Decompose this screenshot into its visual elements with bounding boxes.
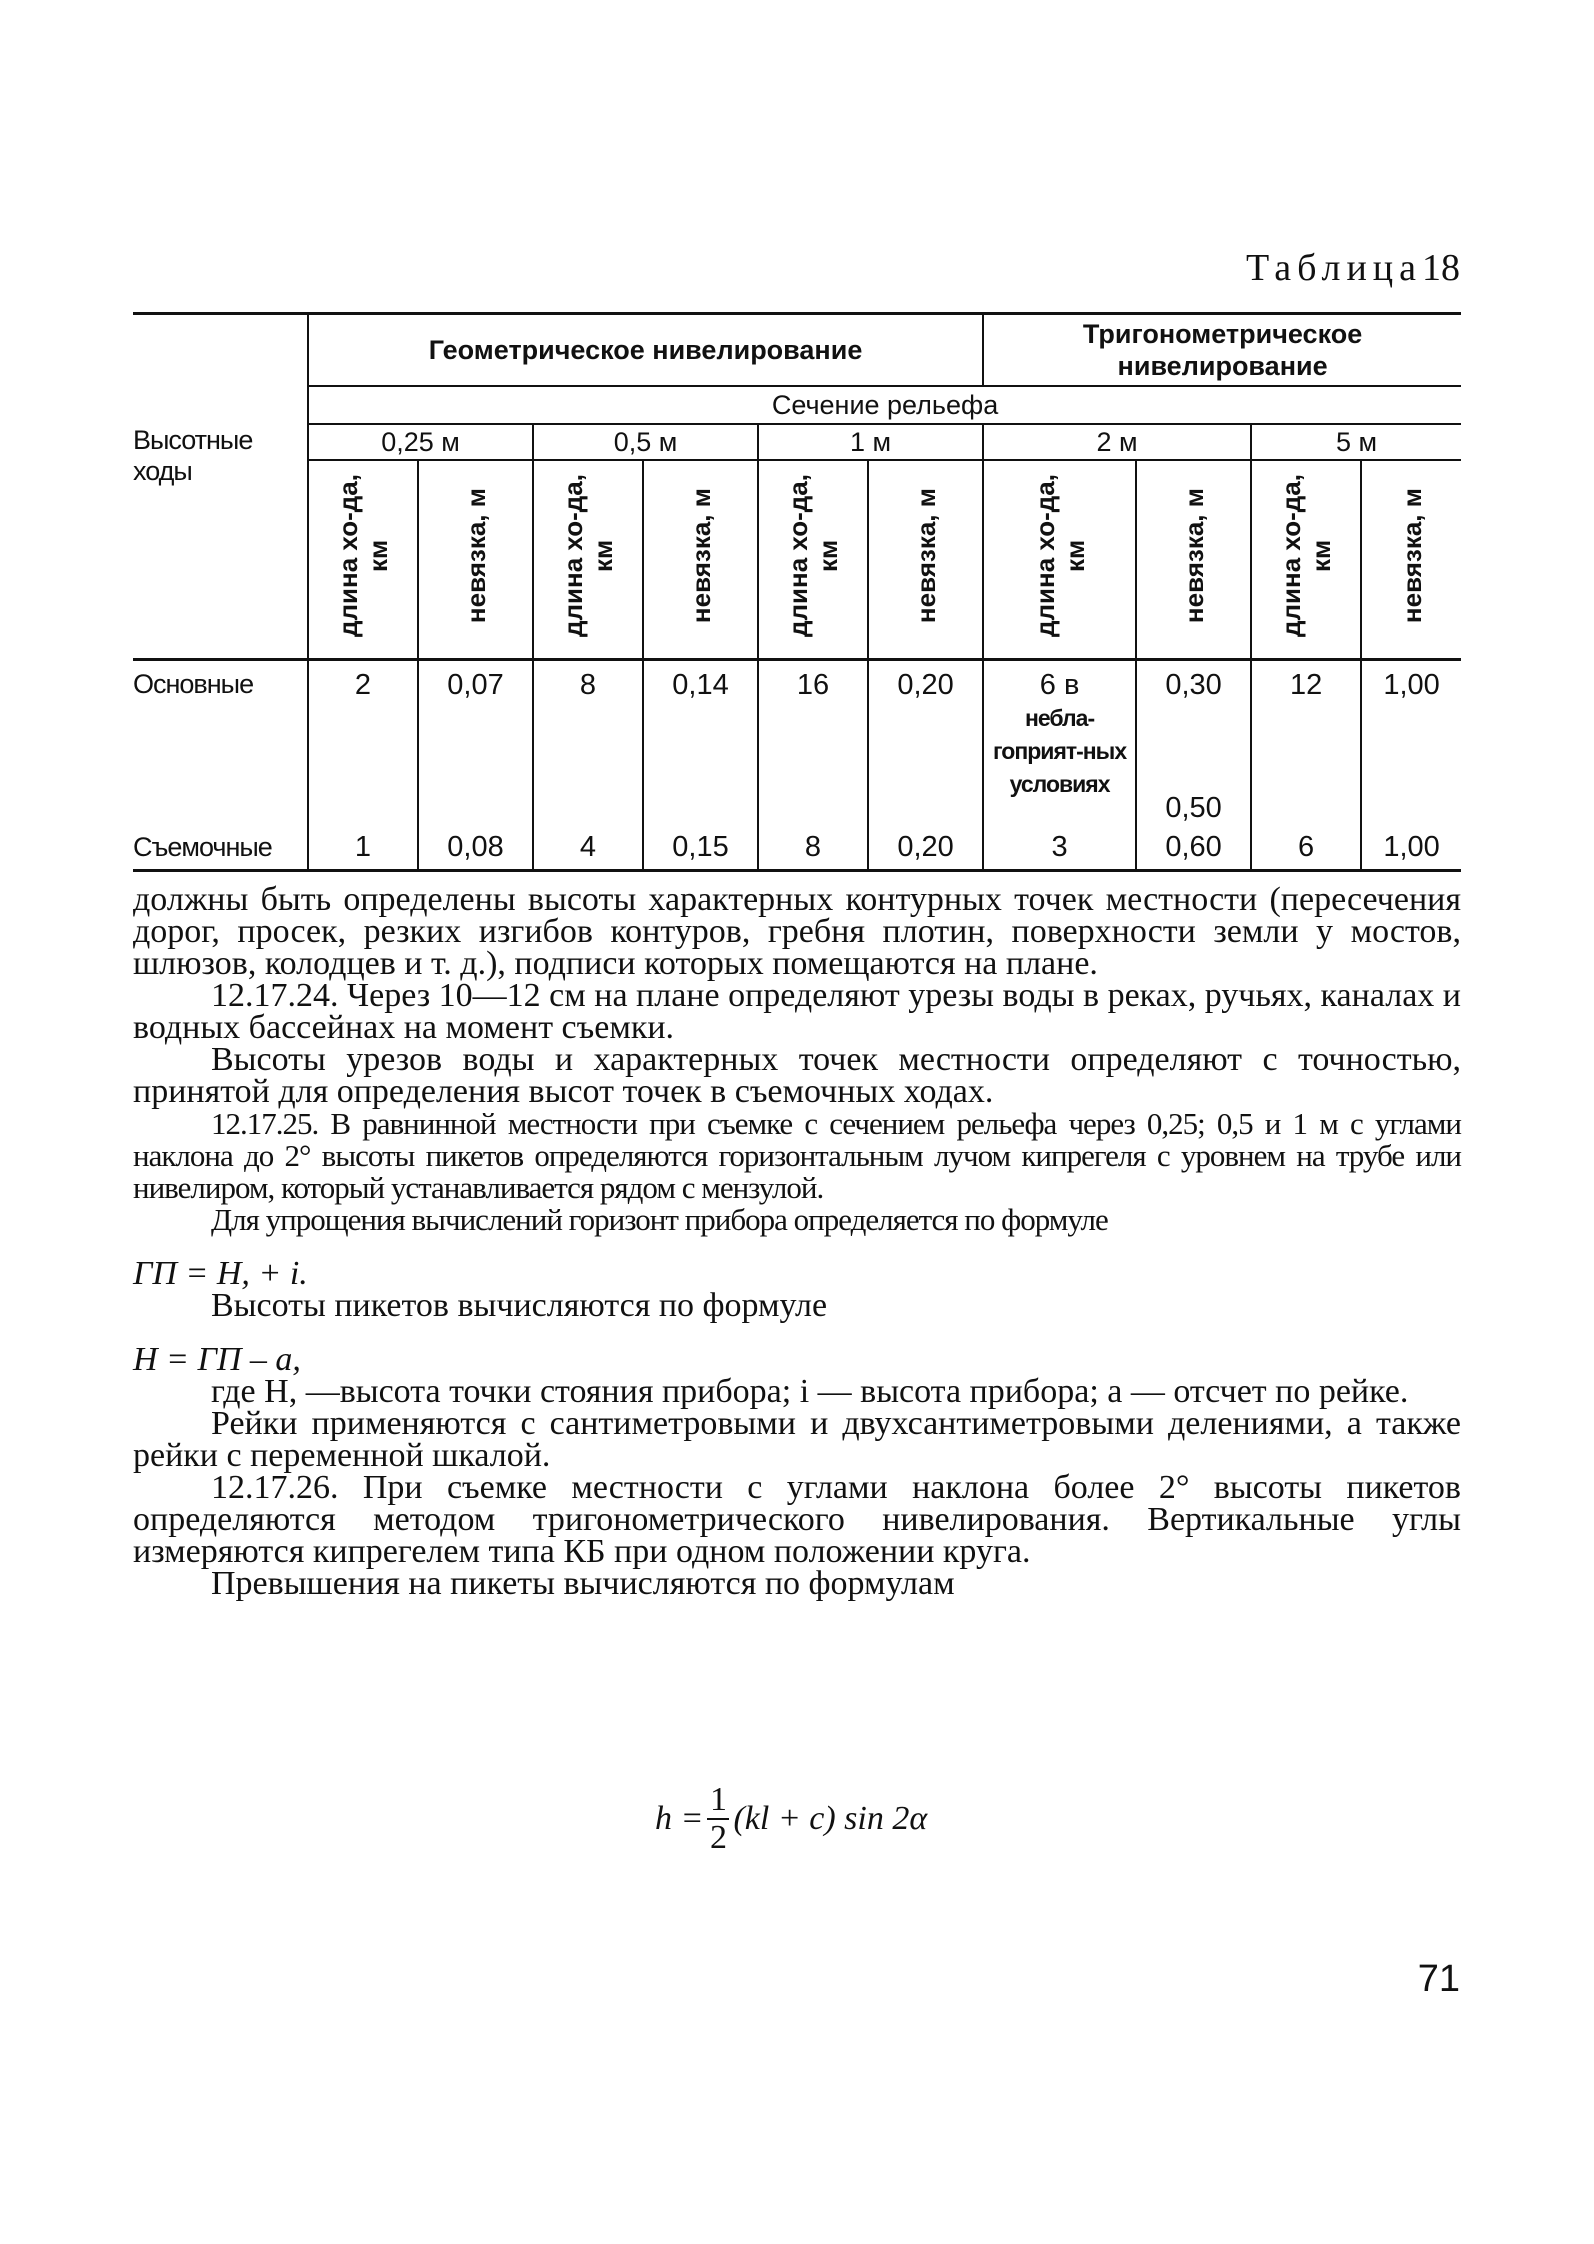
fraction-denominator: 2 [709,1819,727,1856]
col-error: невязка, м [643,460,758,660]
paragraph: Высоты урезов воды и характерных точек местности определяют с точностью, принятой для определения высот точек в съемочных ходах. [133,1041,1461,1110]
col-length: длина хо-да, км [758,460,868,660]
table-cell: 1,00 [1361,660,1461,826]
table-cell: 12 [1251,660,1361,826]
table-cell: 4 [533,825,643,871]
col-length: длина хо-да, км [533,460,643,660]
table-cell: 2 [308,660,418,826]
col-error: невязка, м [868,460,983,660]
row-label: Съемочные [133,825,308,871]
table-cell: 6 [1251,825,1361,871]
fraction-numerator: 1 [709,1781,727,1818]
table-cell: 0,15 [643,825,758,871]
table-cell-with-note [1136,660,1251,826]
paragraph: 12.17.24. Через 10—12 см на плане определяют урезы воды в реках, ручьях, каналах и водных бассейнах на момент съемки. [133,977,1461,1046]
cell-note: небла-гоприят-ных условиях [993,705,1127,797]
paragraph: должны быть определены высоты характерных контурных точек местности (пересечения дорог, просек, резких изгибов контуров, гребня плотин, поверхности земли у мостов, шлюзов, колодцев и т. д.), подписи которых помещаются на плане. [133,881,1461,982]
table-cell: 6 в [1039,669,1080,701]
cell-note-value: 0,50 [1165,792,1222,824]
formula-elevation [655,1782,927,1856]
table-cell: 0,20 [868,660,983,826]
col-error: невязка, м [1361,460,1461,660]
fraction [707,1782,729,1856]
section-header: Сечение рельефа [308,386,1461,424]
paragraph: Рейки применяются с сантиметровыми и двухсантиметровыми делениями, а также рейки с переменной шкалой. [133,1405,1461,1474]
row-label: Основные [133,669,254,699]
table-cell: 8 [533,660,643,826]
table-title-number: 18 [1422,247,1460,289]
table-title [1246,246,1460,290]
formula-lhs: h = [655,1800,704,1837]
page-number: 71 [1417,1958,1460,2000]
paragraph: 12.17.26. При съемке местности с углами наклона более 2° высоты пикетов определяются методом тригонометрического нивелирования. Вертикальные углы измеряются кипрегелем типа КБ при одном положении круга. [133,1469,1461,1570]
body-text [133,881,1461,1602]
table-cell: 1,00 [1361,825,1461,871]
trig-header: Тригонометрическое нивелирование [983,314,1461,387]
section-0-5: 0,5 м [533,424,758,460]
table-cell: 3 [983,825,1136,871]
row-header-text: Высотные ходы [133,425,253,486]
col-length: длина хо-да, км [983,460,1136,660]
table-cell: 0,08 [418,825,533,871]
section-0-25: 0,25 м [308,424,533,460]
table-cell: 16 [758,660,868,826]
table-cell: 0,30 [1165,669,1222,701]
table-title-word: Таблица [1245,247,1422,289]
table-cell: 0,60 [1136,825,1251,871]
geom-header: Геометрическое нивелирование [308,314,983,387]
row-header [133,314,308,660]
leveling-table [133,312,1461,872]
paragraph: Высоты пикетов вычисляются по формуле [211,1287,828,1324]
col-error: невязка, м [1136,460,1251,660]
paragraph: где H, —высота точки стояния прибора; i — высота прибора; a — отсчет по рейке. [211,1373,1409,1410]
table-cell-with-note [983,660,1136,826]
table-row [133,825,1461,871]
paragraph: Превышения на пикеты вычисляются по формулам [211,1565,955,1602]
table-cell: 0,07 [418,660,533,826]
section-5: 5 м [1251,424,1461,460]
table-cell: 8 [758,825,868,871]
formula-horizon: ГП = H, + i. [133,1255,308,1292]
table-row [133,660,1461,826]
table-cell: 1 [308,825,418,871]
col-error: невязка, м [418,460,533,660]
table-cell: 0,20 [868,825,983,871]
paragraph: Для упрощения вычислений горизонт прибора определяется по формуле [211,1202,1108,1237]
col-length: длина хо-да, км [1251,460,1361,660]
formula-picket-height: H = ГП – a, [133,1341,301,1378]
formula-rhs: (kl + c) sin 2α [733,1800,928,1837]
paragraph: 12.17.25. В равнинной местности при съемке с сечением рельефа через 0,25; 0,5 и 1 м с углами наклона до 2° высоты пикетов определяются горизонтальным лучом кипрегеля с уровнем на трубе или нивелиром, который устанавливается рядом с мензулой. [133,1106,1461,1205]
table-cell: 0,14 [643,660,758,826]
section-2: 2 м [983,424,1251,460]
section-1: 1 м [758,424,983,460]
col-length: длина хо-да, км [308,460,418,660]
